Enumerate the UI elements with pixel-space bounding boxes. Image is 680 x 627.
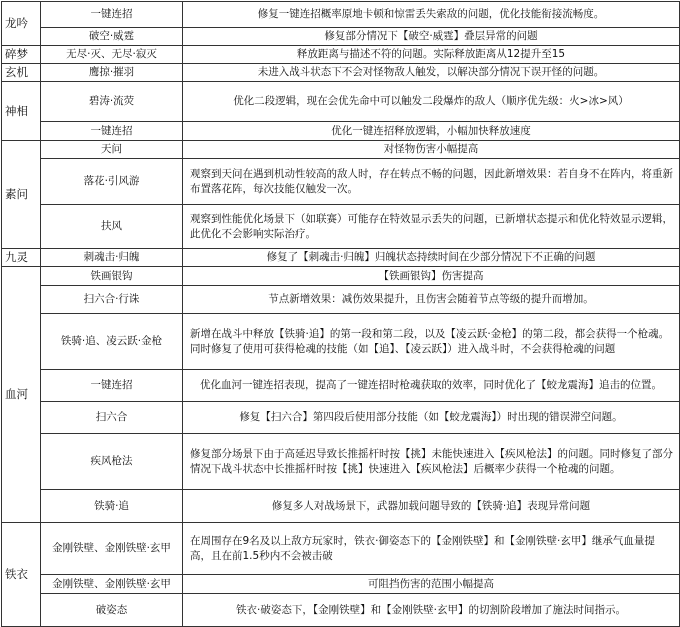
- description-cell: 节点新增效果：减伤效果提升，且伤害会随着节点等级的提升而增加。: [183, 286, 680, 314]
- table-row: [2, 523, 680, 575]
- table-row: [2, 46, 680, 64]
- skill-cell: 落花·引风游: [41, 159, 183, 205]
- description-cell: 优化一键连招释放逻辑，小幅加快释放速度: [183, 122, 680, 141]
- table-row: [2, 28, 680, 46]
- skill-cell: 疾风枪法: [41, 434, 183, 490]
- table-row: [2, 575, 680, 594]
- class-cell: 素问: [2, 141, 41, 249]
- skill-cell: 金刚铁壁、金刚铁壁·玄甲: [41, 575, 183, 594]
- table-row: [2, 159, 680, 205]
- description-cell: 新增在战斗中释放【铁骑·追】的第一段和第二段，以及【凌云跃·金枪】的第二段，都会获得一个枪魂。同时修复了使用可获得枪魂的技能（如【追】、【凌云跃】）进入战斗时，不会获得枪魂的问题: [183, 314, 680, 370]
- table-row: [2, 314, 680, 370]
- skill-cell: 扫六合·行诛: [41, 286, 183, 314]
- skill-cell: 铁画银钩: [41, 267, 183, 286]
- description-cell: 观察到性能优化场景下（如联赛）可能存在特效显示丢失的问题，已新增状态提示和优化特效显示逻辑，此优化不会影响实际治疗。: [183, 205, 680, 249]
- table-row: [2, 267, 680, 286]
- description-cell: 修复多人对战场景下，武器加载问题导致的【铁骑·追】表现异常问题: [183, 490, 680, 523]
- table-row: [2, 82, 680, 122]
- description-cell: 可阻挡伤害的范围小幅提高: [183, 575, 680, 594]
- description-cell: 优化二段逻辑，现在会优先命中可以触发二段爆炸的敌人（顺序优先级：火>冰>风）: [183, 82, 680, 122]
- description-cell: 对怪物伤害小幅提高: [183, 141, 680, 159]
- table-row: [2, 370, 680, 402]
- skill-cell: 无尽·灭、无尽·寂灭: [41, 46, 183, 64]
- patch-notes-table: [1, 1, 680, 627]
- table-row: [2, 434, 680, 490]
- skill-cell: 铁骑·追: [41, 490, 183, 523]
- skill-cell: 一键连招: [41, 370, 183, 402]
- class-cell: 玄机: [2, 64, 41, 82]
- table-row: [2, 490, 680, 523]
- description-cell: 修复了【刺魂击·归魄】归魄状态持续时间在少部分情况下不正确的问题: [183, 249, 680, 267]
- description-cell: 修复部分场景下由于高延迟导致长推摇杆时按【挑】未能快速进入【疾风枪法】的问题。同时修复了部分情况下战斗状态中长推摇杆时按【挑】快速进入【疾风枪法】后概率少获得一个枪魂的问题。: [183, 434, 680, 490]
- table-row: [2, 64, 680, 82]
- skill-cell: 扫六合: [41, 402, 183, 434]
- description-cell: 【铁画银钩】伤害提高: [183, 267, 680, 286]
- skill-cell: 一键连招: [41, 2, 183, 28]
- skill-cell: 破空·威霆: [41, 28, 183, 46]
- table-row: [2, 141, 680, 159]
- class-cell: 铁衣: [2, 523, 41, 627]
- skill-cell: 天问: [41, 141, 183, 159]
- skill-cell: 刺魂击·归魄: [41, 249, 183, 267]
- class-cell: 碎梦: [2, 46, 41, 64]
- description-cell: 铁衣·破姿态下，【金刚铁壁】和【金刚铁壁·玄甲】的切割阶段增加了施法时间指示。: [183, 594, 680, 627]
- table-row: [2, 286, 680, 314]
- table-row: [2, 2, 680, 28]
- table-row: [2, 205, 680, 249]
- description-cell: 观察到天问在遇到机动性较高的敌人时，存在转点不畅的问题，因此新增效果：若自身不在阵内，将重新布置落花阵，每次技能仅触发一次。: [183, 159, 680, 205]
- table-row: [2, 402, 680, 434]
- description-cell: 修复部分情况下【破空·威霆】叠层异常的问题: [183, 28, 680, 46]
- description-cell: 未进入战斗状态下不会对怪物敌人触发，以解决部分情况下误开怪的问题。: [183, 64, 680, 82]
- table-row: [2, 122, 680, 141]
- skill-cell: 一键连招: [41, 122, 183, 141]
- class-cell: 龙吟: [2, 2, 41, 46]
- description-cell: 修复【扫六合】第四段后使用部分技能（如【蛟龙震海】）时出现的错误滞空问题。: [183, 402, 680, 434]
- class-cell: 神相: [2, 82, 41, 141]
- description-cell: 在周围存在9名及以上敌方玩家时，铁衣·御姿态下的【金刚铁壁】和【金刚铁壁·玄甲】继承气血量提高，且在前1.5秒内不会被击破: [183, 523, 680, 575]
- class-cell: 九灵: [2, 249, 41, 267]
- skill-cell: 碧涛·流荧: [41, 82, 183, 122]
- skill-cell: 扶风: [41, 205, 183, 249]
- description-cell: 释放距离与描述不符的问题。实际释放距离从12提升至15: [183, 46, 680, 64]
- class-cell: 血河: [2, 267, 41, 523]
- table-row: [2, 249, 680, 267]
- skill-cell: 金刚铁壁、金刚铁壁·玄甲: [41, 523, 183, 575]
- skill-cell: 破姿态: [41, 594, 183, 627]
- skill-cell: 铁骑·追、凌云跃·金枪: [41, 314, 183, 370]
- description-cell: 优化血河一键连招表现，提高了一键连招时枪魂获取的效率，同时优化了【蛟龙震海】追击的位置。: [183, 370, 680, 402]
- description-cell: 修复一键连招概率原地卡顿和惊雷丢失索敌的问题，优化技能衔接流畅度。: [183, 2, 680, 28]
- skill-cell: 鹰掠·摧羽: [41, 64, 183, 82]
